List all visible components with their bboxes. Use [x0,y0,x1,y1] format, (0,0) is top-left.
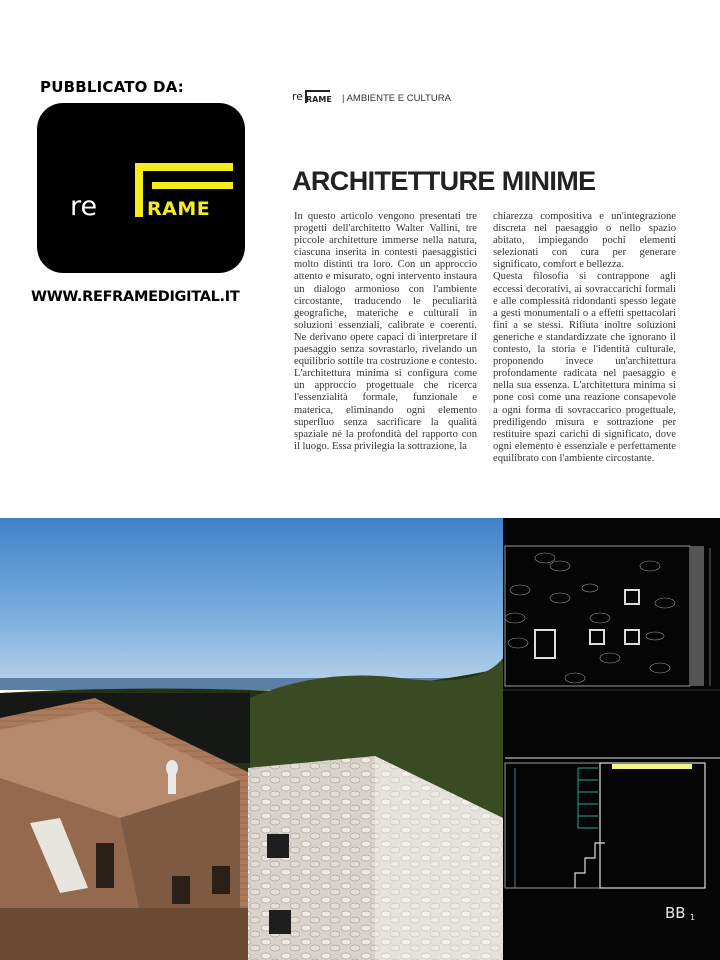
reframe-logo[interactable] [37,103,245,273]
magazine-mini-logo [292,90,342,106]
mini-logo-prefix: re [292,90,304,103]
project-photo-collage [0,518,720,960]
article-column-left [294,211,477,453]
article-title: ARCHITETTURE MINIME [292,166,596,196]
logo-frame-bar-mid [152,182,233,189]
drawing-label-sub: 1 [690,913,696,922]
article-paragraph: In questo articolo vengono presentati tre progetti dell'architetto Walter Vallini, tre piccole architetture immerse nella natura, ciascuna inserita in contesti paesaggistici molto distinti tra loro. Con un approccio attento e misurato, ogni intervento instaura un dialogo armonioso con l'ambiente circostante, traducendo le peculiarità geografiche, materiche e culturali in soluzioni essenziali, calibrate e coerenti. Ne derivano opere capaci di interpretare il paesaggio senza sovrastarlo, rivelando un equilibrio sottile tra costruzione e contesto. [294,211,477,368]
logo-word: RAME [147,198,211,220]
logo-prefix: re [70,191,98,222]
mini-logo-word: RAME [306,95,332,104]
article-column-right [493,211,676,465]
article-paragraph: chiarezza compositiva e un'integrazione discreta nel paesaggio o nello spazio abitato, impiegando pochi elementi selezionati con cura per generare significato, comfort e bellezza. [493,211,676,271]
logo-frame-bar-left [135,163,143,217]
logo-frame-bar-top [135,163,233,171]
website-url[interactable]: WWW.REFRAMEDIGITAL.IT [31,289,240,305]
article-paragraph: Questa filosofia si contrappone agli eccessi decorativi, ai sovraccarichi formali e alle complessità ridondanti spesso legate a gesti monumentali o a effetti spettacolari fini a se stessi. Rifiuta inoltre soluzioni generiche e standardizzate che ignorano il contesto, la storia e l'identità culturale, proponendo invece un'architettura profondamente radicata nel paesaggio e nella sua essenza. L'architettura minima si pone così come una reazione consapevole a ogni forma di sovraccarico progettuale, prediligendo misura e sottrazione per restituire spazi carichi di significato, dove ogni elemento è essenziale e perfettamente equilibrato con l'ambiente circostante. [493,271,676,464]
drawing-label: BB [665,904,686,922]
publisher-label: PUBBLICATO DA: [40,78,184,96]
section-tag: | AMBIENTE E CULTURA [342,93,451,104]
article-paragraph: L'architettura minima si configura come un approccio progettuale che ricerca l'essenzialità formale, funzionale e materica, eliminando ogni elemento superfluo senza sacrificare la qualità spaziale né la profondità del rapporto con il luogo. Essa privilegia la sottrazione, la [294,368,477,452]
cad-drawing-panel [503,518,720,960]
